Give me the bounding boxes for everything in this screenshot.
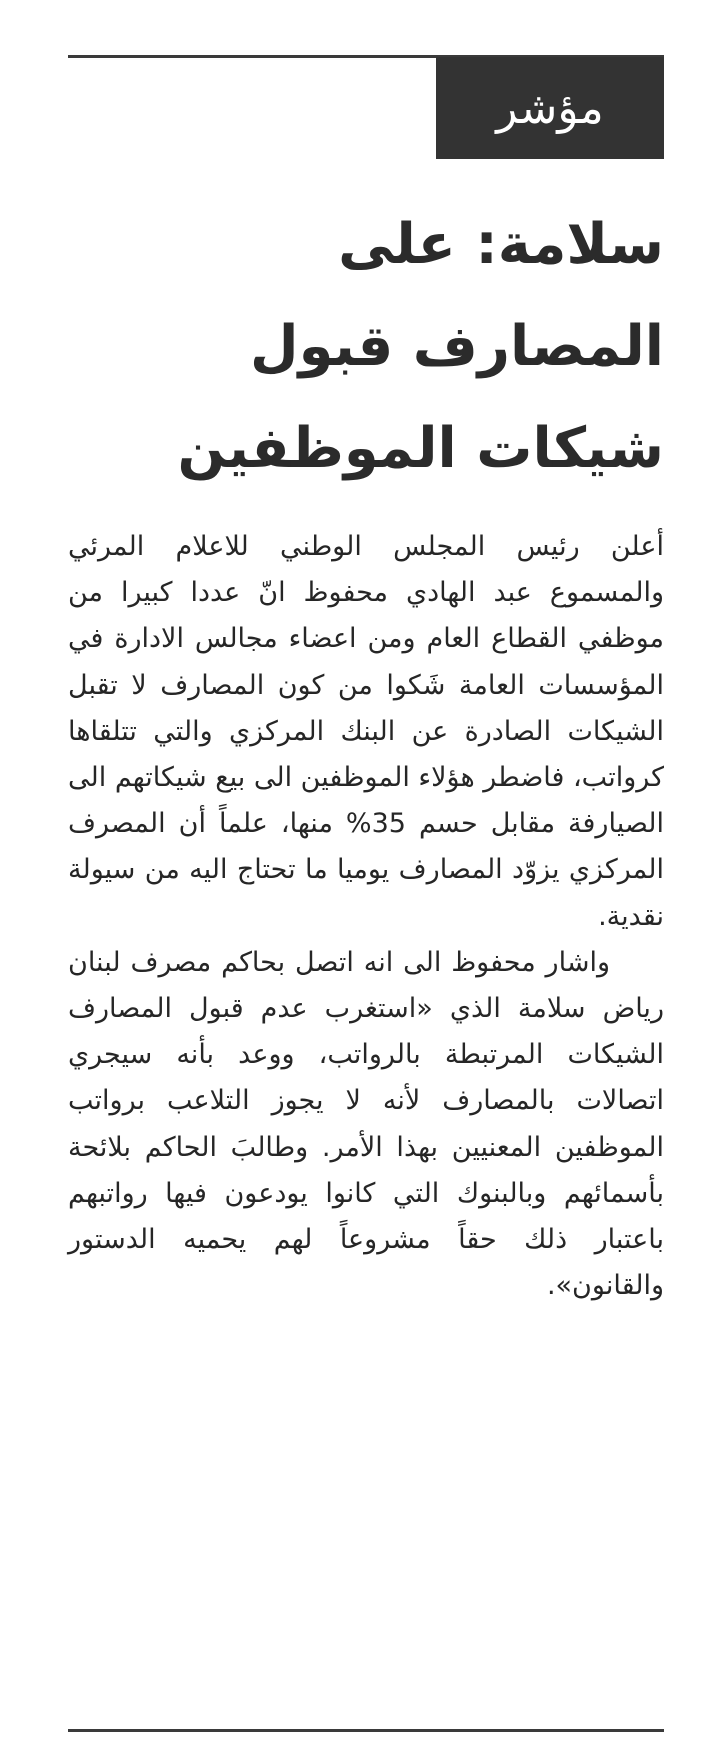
bottom-divider [68, 1729, 664, 1732]
article-body [68, 524, 664, 1309]
article-title: سلامة: على المصارف قبول شيكات الموظفين [177, 212, 664, 481]
article-paragraph: واشار محفوظ الى انه اتصل بحاكم مصرف لبنان رياض سلامة الذي «استغرب عدم قبول المصارف الشيكات المرتبطة بالرواتب، ووعد بأنه سيجري اتصالات بالمصارف لأنه لا يجوز التلاعب برواتب الموظفين المعنيين بهذا الأمر. وطالبَ الحاكم بلائحة بأسمائهم وبالبنوك التي كانوا يودعون فيها رواتبهم باعتبار ذلك حقاً مشروعاً لهم يحميه الدستور والقانون». [68, 946, 664, 1302]
section-label: مؤشر [436, 57, 664, 159]
article-paragraph: أعلن رئيس المجلس الوطني للاعلام المرئي والمسموع عبد الهادي محفوظ انّ عددا كبيرا من موظفي القطاع العام ومن اعضاء مجالس الادارة في المؤسسات العامة شَكوا من كون المصارف لا تقبل الشيكات الصادرة عن البنك المركزي والتي تتلقاها كرواتب، فاضطر هؤلاء الموظفين الى بيع شيكاتهم الى الصيارفة مقابل حسم 35% منها، علماً أن المصرف المركزي يزوّد المصارف يوميا ما تحتاج اليه من سيولة نقدية. [68, 531, 664, 932]
